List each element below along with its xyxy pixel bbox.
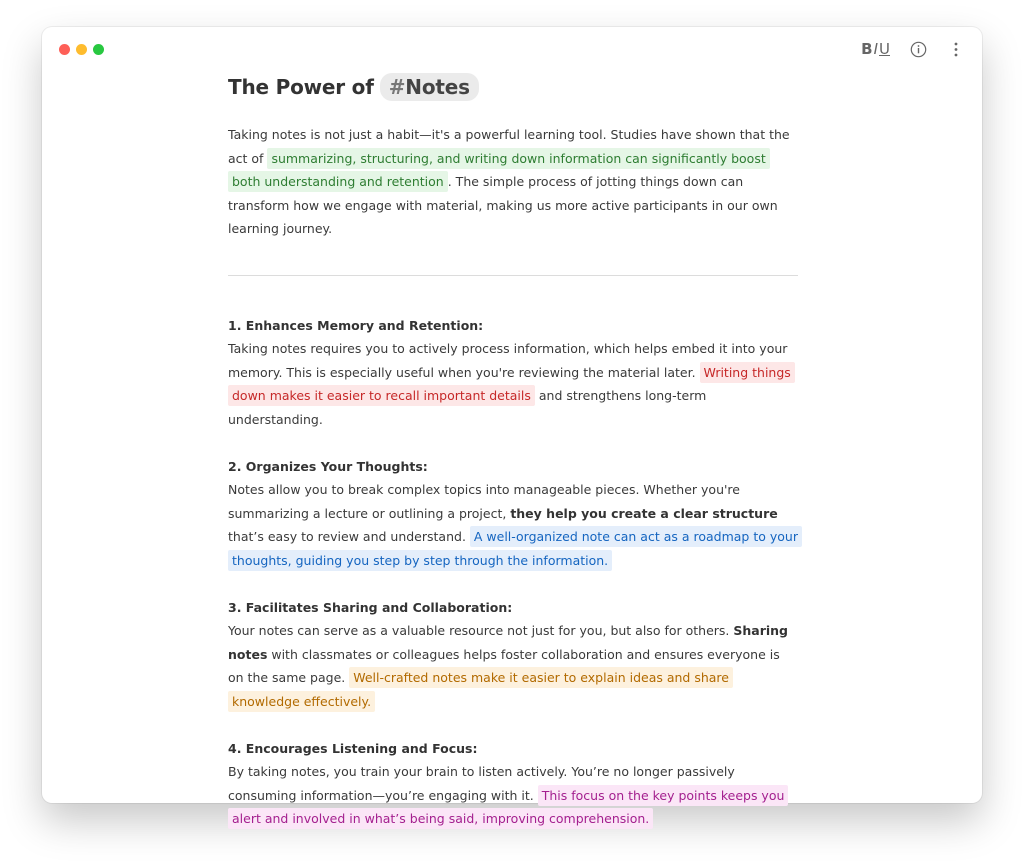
- minimize-window-button[interactable]: [76, 44, 87, 55]
- section-heading: 3. Facilitates Sharing and Collaboration:: [228, 599, 513, 615]
- pink-highlight: This focus on the key points keeps you alert and involved in what’s being said, improving comprehension.: [228, 785, 788, 830]
- section-memory: [228, 314, 798, 432]
- red-highlight: Writing things down makes it easier to recall important details: [228, 362, 795, 407]
- section-heading: 4. Encourages Listening and Focus:: [228, 740, 478, 756]
- section-body: [228, 619, 798, 713]
- section-text: Notes allow you to break complex topics into manageable pieces. Whether you're summarizing a lecture or outlining a project,: [228, 482, 740, 521]
- section-body: [228, 760, 798, 831]
- orange-highlight: Well-crafted notes make it easier to explain ideas and share knowledge effectively.: [228, 667, 733, 712]
- underline-icon: U: [879, 40, 890, 58]
- section-thoughts: [228, 455, 798, 573]
- green-highlight: summarizing, structuring, and writing down information can significantly boost both understanding and retention: [228, 148, 770, 193]
- notes-tag[interactable]: [380, 73, 479, 101]
- intro-text-end: . The simple process of jotting things down can transform how we engage with material, making us more active participants in our own learning journey.: [228, 174, 778, 236]
- toolbar: [861, 39, 966, 59]
- info-icon[interactable]: [908, 39, 928, 59]
- note-content[interactable]: [228, 71, 798, 854]
- section-text-end: and strengthens long-term understanding.: [228, 388, 707, 427]
- section-text: Taking notes requires you to actively process information, which helps embed it into your memory. This is especially useful when you're reviewing the material later.: [228, 341, 788, 380]
- window-controls: [59, 44, 104, 55]
- blue-highlight: A well-organized note can act as a roadmap to your thoughts, guiding you step by step through the information.: [228, 526, 802, 571]
- section-text-mid: with classmates or colleagues helps foster collaboration and ensures everyone is on the same page.: [228, 646, 780, 685]
- divider: [228, 275, 798, 276]
- section-heading: 1. Enhances Memory and Retention:: [228, 317, 484, 333]
- section-text: Your notes can serve as a valuable resource not just for you, but also for others.: [228, 623, 734, 638]
- intro-text: Taking notes is not just a habit—it's a powerful learning tool. Studies have shown that the act of: [228, 127, 790, 166]
- text-format-button[interactable]: [861, 40, 890, 58]
- section-text-mid: that’s easy to review and understand.: [228, 529, 470, 544]
- page-title: [228, 71, 798, 103]
- intro-paragraph: [228, 123, 798, 241]
- bold-text: Sharing notes: [228, 623, 788, 662]
- section-body: [228, 337, 798, 431]
- section-heading: 2. Organizes Your Thoughts:: [228, 458, 428, 474]
- tag-hash: #: [388, 75, 406, 99]
- more-vertical-icon[interactable]: [946, 39, 966, 59]
- title-text: The Power of: [228, 75, 374, 99]
- bold-icon: B: [861, 40, 873, 58]
- section-sharing: [228, 596, 798, 714]
- section-focus: [228, 737, 798, 831]
- zoom-window-button[interactable]: [93, 44, 104, 55]
- bold-text: they help you create a clear structure: [510, 505, 778, 521]
- close-window-button[interactable]: [59, 44, 70, 55]
- section-body: [228, 478, 798, 572]
- tag-label: Notes: [405, 75, 470, 99]
- italic-icon: I: [873, 40, 879, 58]
- section-text: By taking notes, you train your brain to listen actively. You’re no longer passively consuming information—you’re engaging with it.: [228, 764, 735, 803]
- note-window: [42, 27, 982, 826]
